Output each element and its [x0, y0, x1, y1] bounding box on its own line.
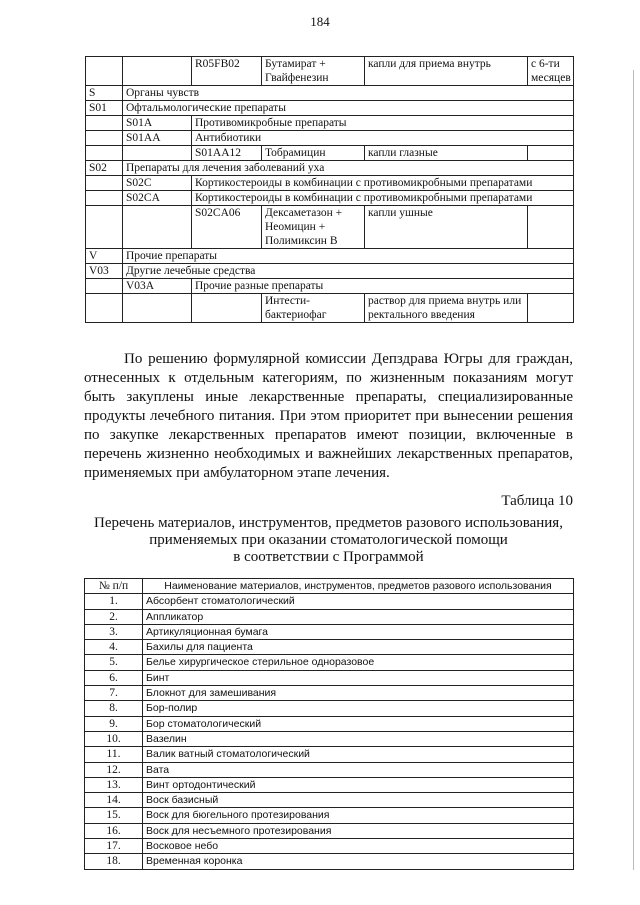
material-name: Бор стоматологический	[143, 716, 574, 731]
atc-code: S01	[86, 101, 123, 116]
material-name: Вазелин	[143, 731, 574, 746]
table-row	[85, 731, 574, 746]
atc-group-name: Офтальмологические препараты	[123, 101, 574, 116]
material-name: Валик ватный стоматологический	[143, 747, 574, 762]
row-number: 16.	[85, 823, 143, 838]
table-row	[85, 793, 574, 808]
material-name: Воск базисный	[143, 793, 574, 808]
row-number: 12.	[85, 762, 143, 777]
atc-group-name: Препараты для лечения заболеваний уха	[123, 161, 574, 176]
atc-group-name: Органы чувств	[123, 86, 574, 101]
table-row	[85, 839, 574, 854]
row-number: 8.	[85, 701, 143, 716]
table-title-line: применяемых при оказании стоматологической помощи	[149, 532, 508, 548]
material-name: Винт ортодонтический	[143, 777, 574, 792]
table-row	[85, 716, 574, 731]
scan-edge-line	[633, 70, 634, 870]
table-row	[86, 101, 574, 116]
dosage-form: капли для приема внутрь	[365, 57, 528, 86]
atc-code: S02CA06	[192, 206, 262, 249]
table-row	[85, 823, 574, 838]
material-name: Бахилы для пациента	[143, 640, 574, 655]
atc-code: S	[86, 86, 123, 101]
table-row	[86, 279, 574, 294]
row-number: 1.	[85, 594, 143, 609]
material-name: Аппликатор	[143, 609, 574, 624]
atc-group-name: Антибиотики	[192, 131, 574, 146]
row-number: 7.	[85, 686, 143, 701]
drug-name: Бутамират + Гвайфенезин	[262, 57, 365, 86]
table-row	[85, 624, 574, 639]
table-number-caption: Таблица 10	[501, 493, 573, 509]
row-number: 11.	[85, 747, 143, 762]
atc-code: V03A	[123, 279, 192, 294]
material-name: Временная коронка	[143, 854, 574, 869]
table-row	[85, 609, 574, 624]
row-number: 4.	[85, 640, 143, 655]
atc-cell	[123, 206, 192, 249]
note	[528, 146, 574, 161]
row-number: 14.	[85, 793, 143, 808]
table-title-line: в соответствии с Программой	[233, 549, 424, 565]
table-row	[86, 294, 574, 323]
material-name: Воск для бюгельного протезирования	[143, 808, 574, 823]
note: с 6-ти месяцев	[528, 57, 574, 86]
table-title-line: Перечень материалов, инструментов, предметов разового использования,	[94, 515, 563, 531]
material-name: Вата	[143, 762, 574, 777]
table-row	[86, 176, 574, 191]
table-row	[86, 206, 574, 249]
atc-code: S02	[86, 161, 123, 176]
table-row	[85, 655, 574, 670]
table-row	[85, 686, 574, 701]
atc-cell	[123, 294, 192, 323]
column-header-num: № п/п	[85, 579, 143, 594]
dosage-form: раствор для приема внутрь или ректального введения	[365, 294, 528, 323]
drug-name: Тобрамицин	[262, 146, 365, 161]
table-title	[84, 515, 573, 566]
row-number: 3.	[85, 624, 143, 639]
table-row	[85, 594, 574, 609]
atc-code	[192, 294, 262, 323]
table-row	[85, 670, 574, 685]
table-row	[86, 146, 574, 161]
row-number: 10.	[85, 731, 143, 746]
atc-cell	[86, 131, 123, 146]
table-row	[85, 854, 574, 869]
atc-code: S01AA	[123, 131, 192, 146]
atc-code: S01AA12	[192, 146, 262, 161]
table-row	[85, 762, 574, 777]
atc-cell	[123, 57, 192, 86]
atc-cell	[86, 116, 123, 131]
table-row	[86, 264, 574, 279]
material-name: Бор-полир	[143, 701, 574, 716]
table-row	[86, 131, 574, 146]
atc-cell	[86, 206, 123, 249]
atc-cell	[86, 294, 123, 323]
table-row	[85, 640, 574, 655]
page-number: 184	[310, 14, 330, 29]
atc-cell	[86, 57, 123, 86]
atc-code: R05FB02	[192, 57, 262, 86]
table-row	[86, 116, 574, 131]
atc-cell	[86, 146, 123, 161]
atc-code: V	[86, 249, 123, 264]
atc-group-name: Другие лечебные средства	[123, 264, 574, 279]
atc-code: V03	[86, 264, 123, 279]
table-row	[86, 191, 574, 206]
atc-cell	[123, 146, 192, 161]
table-row	[85, 808, 574, 823]
atc-code: S01A	[123, 116, 192, 131]
column-header-name: Наименование материалов, инструментов, предметов разового использования	[143, 579, 574, 594]
row-number: 15.	[85, 808, 143, 823]
atc-cell	[86, 191, 123, 206]
drug-name: Интести-бактериофаг	[262, 294, 365, 323]
atc-group-name: Прочие разные препараты	[192, 279, 574, 294]
material-name: Абсорбент стоматологический	[143, 594, 574, 609]
atc-drug-table	[85, 56, 574, 323]
table-row	[86, 57, 574, 86]
row-number: 17.	[85, 839, 143, 854]
table-header-row	[85, 579, 574, 594]
materials-table	[84, 578, 574, 870]
atc-group-name: Противомикробные препараты	[192, 116, 574, 131]
drug-name: Дексаметазон + Неомицин + Полимиксин В	[262, 206, 365, 249]
atc-group-name: Кортикостероиды в комбинации с противомикробными препаратами	[192, 176, 574, 191]
row-number: 9.	[85, 716, 143, 731]
table-row	[86, 86, 574, 101]
material-name: Артикуляционная бумага	[143, 624, 574, 639]
dosage-form: капли ушные	[365, 206, 528, 249]
material-name: Белье хирургическое стерильное одноразовое	[143, 655, 574, 670]
table-row	[85, 747, 574, 762]
atc-cell	[86, 176, 123, 191]
table-row	[86, 249, 574, 264]
material-name: Блокнот для замешивания	[143, 686, 574, 701]
material-name: Бинт	[143, 670, 574, 685]
material-name: Воск для несъемного протезирования	[143, 823, 574, 838]
row-number: 18.	[85, 854, 143, 869]
atc-code: S02CA	[123, 191, 192, 206]
note	[528, 206, 574, 249]
row-number: 5.	[85, 655, 143, 670]
row-number: 13.	[85, 777, 143, 792]
dosage-form: капли глазные	[365, 146, 528, 161]
table-row	[85, 701, 574, 716]
body-paragraph: По решению формулярной комиссии Депздрава Югры для граждан, отнесенных к отдельным категориям, по жизненным показаниям могут быть закуплены иные лекарственные препараты, специализированные продукты лечебного питания. При этом приоритет при вынесении решения по закупке лекарственных препаратов имеют позиции, включенные в перечень жизненно необходимых и важнейших лекарственных препаратов, применяемых при амбулаторном этапе лечения.	[84, 351, 573, 481]
material-name: Восковое небо	[143, 839, 574, 854]
atc-code: S02C	[123, 176, 192, 191]
atc-cell	[86, 279, 123, 294]
atc-group-name: Прочие препараты	[123, 249, 574, 264]
table-row	[86, 161, 574, 176]
table-row	[85, 777, 574, 792]
note	[528, 294, 574, 323]
atc-group-name: Кортикостероиды в комбинации с противомикробными препаратами	[192, 191, 574, 206]
row-number: 6.	[85, 670, 143, 685]
row-number: 2.	[85, 609, 143, 624]
